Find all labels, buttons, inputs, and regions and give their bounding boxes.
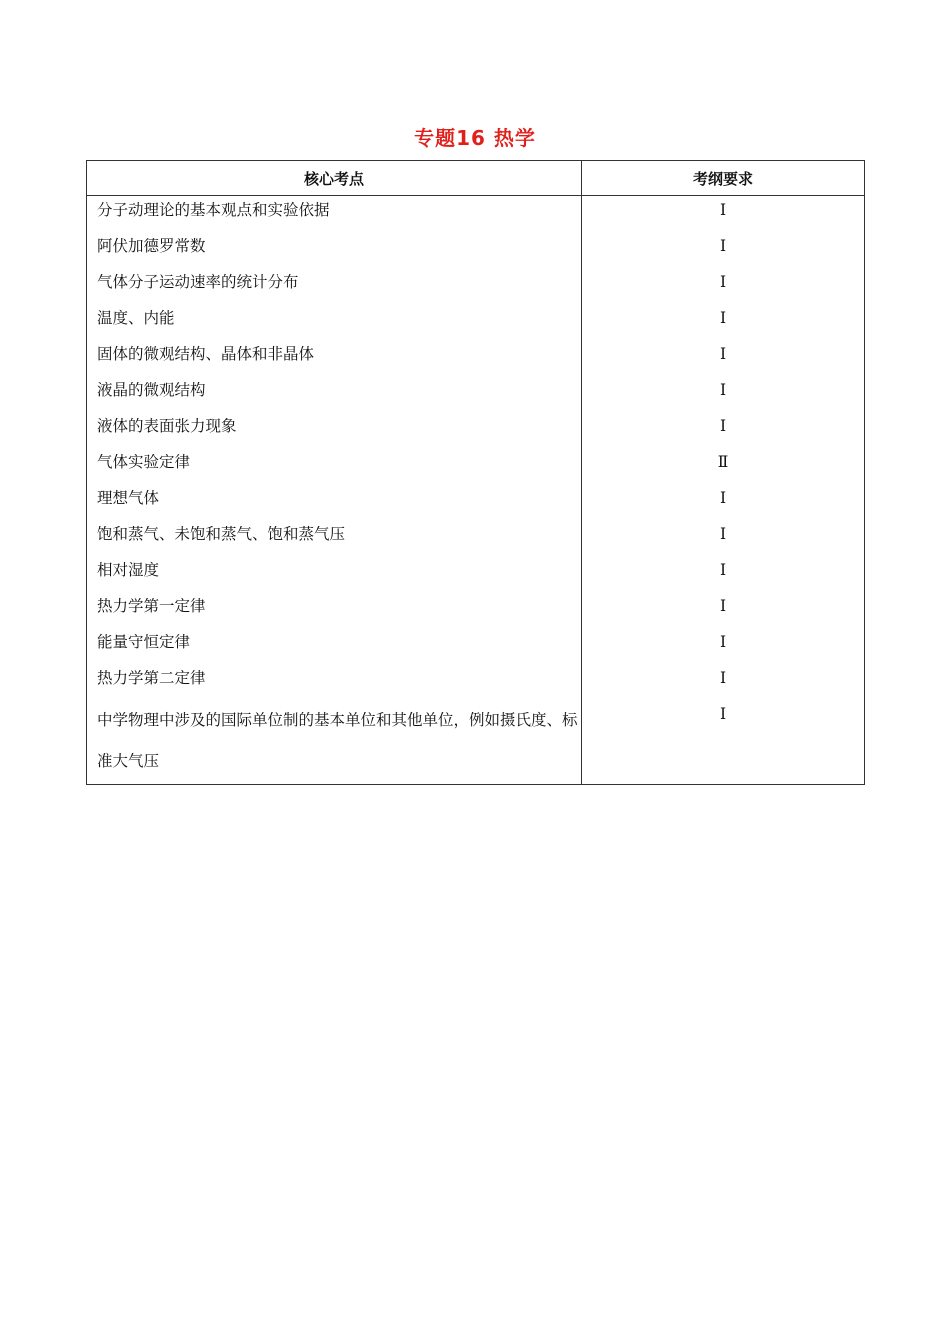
table-row [87, 268, 865, 304]
level-cell: Ⅰ [582, 592, 865, 628]
table-row [87, 664, 865, 700]
level-cell: Ⅰ [582, 520, 865, 556]
table-row [87, 304, 865, 340]
topic-cell: 能量守恒定律 [87, 628, 582, 664]
table-row [87, 628, 865, 664]
topic-cell: 饱和蒸气、未饱和蒸气、饱和蒸气压 [87, 520, 582, 556]
table-row [87, 448, 865, 484]
topic-cell: 热力学第一定律 [87, 592, 582, 628]
table-row [87, 376, 865, 412]
level-cell: Ⅰ [582, 304, 865, 340]
header-requirement: 考纲要求 [582, 161, 865, 196]
exam-points-table [86, 160, 865, 785]
level-cell: Ⅰ [582, 628, 865, 664]
table-row [87, 484, 865, 520]
topic-cell: 气体分子运动速率的统计分布 [87, 268, 582, 304]
topic-cell: 气体实验定律 [87, 448, 582, 484]
level-cell: Ⅰ [582, 484, 865, 520]
topic-cell: 热力学第二定律 [87, 664, 582, 700]
table-row [87, 196, 865, 233]
level-cell: Ⅰ [582, 376, 865, 412]
table-row [87, 556, 865, 592]
topic-cell: 温度、内能 [87, 304, 582, 340]
topic-cell: 液晶的微观结构 [87, 376, 582, 412]
table-header-row [87, 161, 865, 196]
topic-cell: 固体的微观结构、晶体和非晶体 [87, 340, 582, 376]
level-cell: Ⅰ [582, 700, 865, 785]
level-cell: Ⅰ [582, 340, 865, 376]
table-row [87, 700, 865, 785]
table-row [87, 340, 865, 376]
level-cell: Ⅰ [582, 664, 865, 700]
table-row [87, 520, 865, 556]
level-cell: Ⅰ [582, 196, 865, 233]
topic-cell: 液体的表面张力现象 [87, 412, 582, 448]
table-row [87, 232, 865, 268]
header-core-topic: 核心考点 [87, 161, 582, 196]
table-row [87, 592, 865, 628]
topic-cell: 阿伏加德罗常数 [87, 232, 582, 268]
topic-cell: 中学物理中涉及的国际单位制的基本单位和其他单位，例如摄氏度、标准大气压 [87, 700, 582, 785]
topic-cell: 相对湿度 [87, 556, 582, 592]
level-cell: Ⅰ [582, 556, 865, 592]
topic-cell: 分子动理论的基本观点和实验依据 [87, 196, 582, 233]
level-cell: Ⅰ [582, 412, 865, 448]
table-row [87, 412, 865, 448]
document-title: 专题16 热学 [414, 126, 536, 150]
topic-cell: 理想气体 [87, 484, 582, 520]
level-cell: Ⅰ [582, 232, 865, 268]
level-cell: Ⅱ [582, 448, 865, 484]
level-cell: Ⅰ [582, 268, 865, 304]
